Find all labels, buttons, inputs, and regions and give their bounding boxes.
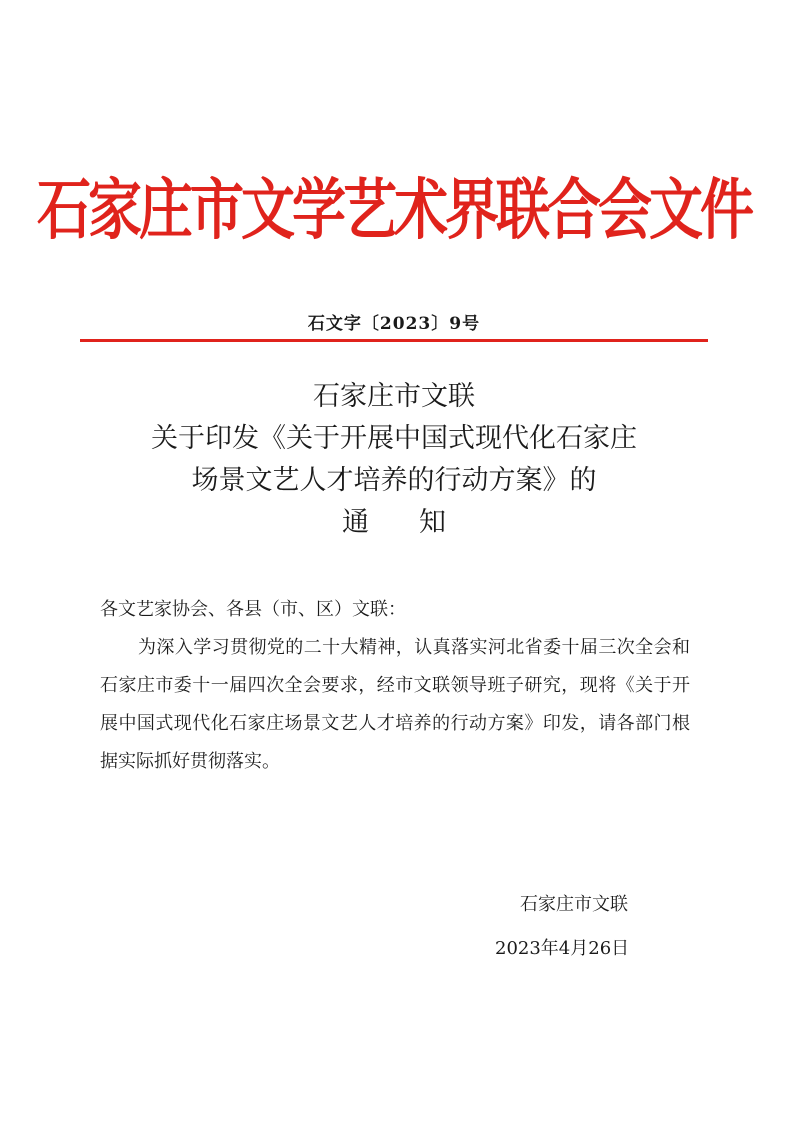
red-divider-line bbox=[80, 339, 708, 342]
document-number: 石文字〔2023〕9号 bbox=[307, 314, 481, 334]
masthead-title: 石家庄市文学艺术界联合会文件 bbox=[37, 170, 751, 249]
title-line-1: 石家庄市文联 bbox=[313, 381, 475, 412]
signature-date: 2023年4月26日 bbox=[495, 938, 630, 959]
body-paragraph: 为深入学习贯彻党的二十大精神，认真落实河北省委十届三次全会和石家庄市委十一届四次全会要求，经市文联领导班子研究，现将《关于开展中国式现代化石家庄场景文艺人才培养的行动方案》印发，请各部门根据实际抓好贯彻落实。 bbox=[100, 637, 690, 772]
signature-organization: 石家庄市文联 bbox=[520, 894, 628, 915]
notice-body bbox=[100, 591, 690, 781]
title-line-2: 关于印发《关于开展中国式现代化石家庄 bbox=[151, 423, 637, 454]
title-line-4: 通知 bbox=[342, 507, 496, 538]
signature-block bbox=[440, 883, 690, 971]
title-line-3: 场景文艺人才培养的行动方案》的 bbox=[191, 465, 597, 496]
salutation: 各文艺家协会、各县（市、区）文联： bbox=[100, 599, 406, 620]
notice-title bbox=[0, 376, 788, 544]
